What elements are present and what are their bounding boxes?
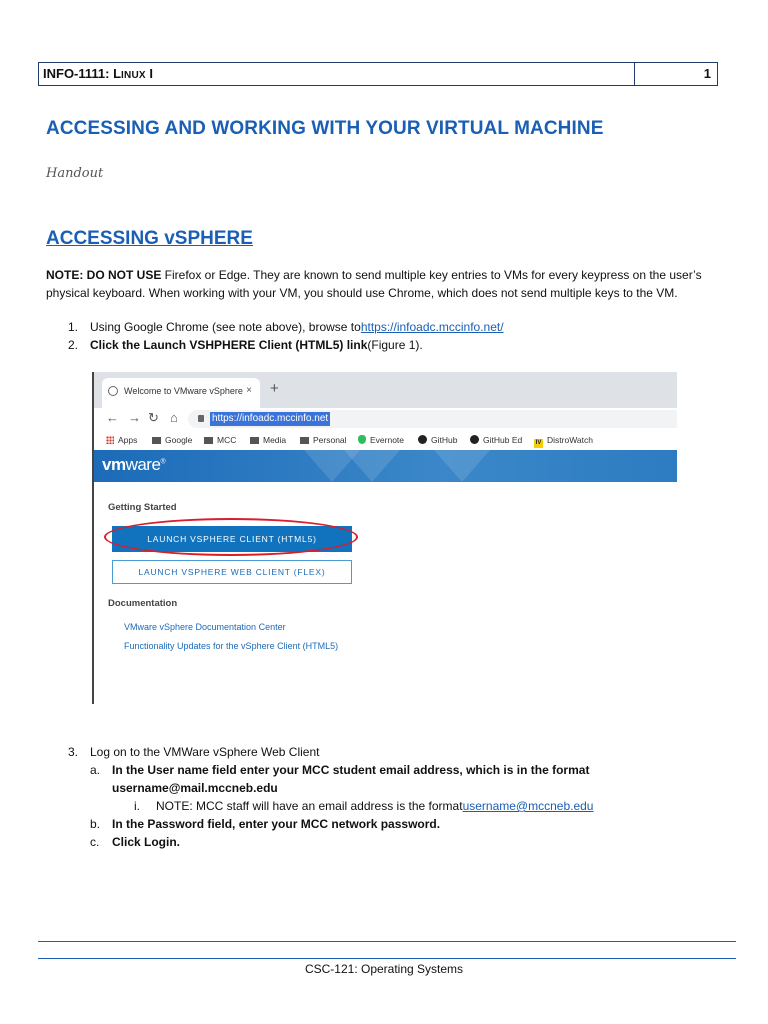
back-icon[interactable]: ← — [106, 410, 119, 425]
address-bar-row — [94, 408, 677, 430]
close-icon[interactable]: × — [246, 385, 252, 396]
browser-tab[interactable]: Welcome to VMware vSphere × — [102, 378, 260, 408]
staff-email-link[interactable]: username@mccneb.edu — [462, 799, 594, 813]
home-icon[interactable]: ⌂ — [170, 410, 178, 425]
doc-link-center[interactable]: VMware vSphere Documentation Center — [124, 622, 286, 632]
list-item: 2. Click the Launch VSHPHERE Client (HTML5) link (Figure 1). — [68, 338, 423, 352]
folder-icon — [250, 437, 259, 444]
page-number: 1 — [703, 66, 711, 81]
page-header — [38, 62, 718, 86]
github-icon — [470, 435, 479, 444]
reload-icon[interactable]: ↻ — [148, 410, 159, 425]
bookmark-mcc[interactable]: MCC — [204, 435, 236, 445]
note-paragraph: NOTE: DO NOT USE Firefox or Edge. They are known to send multiple key entries to VMs for every keypress on the user’s physical keyboard. When working with your VM, you should use Chrome, which does not send multiple keys to the VM. — [46, 268, 702, 300]
infoadc-link[interactable]: https://infoadc.mccinfo.net/ — [360, 320, 504, 334]
bookmark-personal[interactable]: Personal — [300, 435, 347, 445]
bookmark-github[interactable]: GitHub — [418, 435, 457, 445]
banner-decoration — [434, 450, 490, 482]
documentation-heading: Documentation — [108, 598, 178, 609]
page-footer: CSC-121: Operating Systems — [304, 962, 464, 976]
url-text: https://infoadc.mccinfo.net — [212, 413, 329, 424]
browser-tab-bar — [94, 372, 677, 408]
footer-rule — [38, 958, 736, 959]
launch-flex-button[interactable]: LAUNCH VSPHERE WEB CLIENT (FLEX) — [112, 560, 352, 584]
forward-icon[interactable]: → — [128, 410, 141, 425]
bookmark-github-ed[interactable]: GitHub Ed — [470, 435, 522, 445]
getting-started-heading: Getting Started — [108, 502, 177, 513]
new-tab-icon[interactable]: + — [270, 380, 279, 397]
document-title: ACCESSING AND WORKING WITH YOUR VIRTUAL MACHINE — [46, 118, 604, 139]
github-icon — [418, 435, 427, 444]
bookmark-apps[interactable]: Apps — [106, 435, 137, 445]
address-bar[interactable] — [188, 410, 677, 428]
document-subtitle: Handout — [46, 166, 104, 181]
lock-icon — [198, 415, 204, 422]
list-item-continuation: username@mail.mccneb.edu — [112, 781, 278, 795]
apps-icon — [106, 436, 114, 444]
bookmark-distrowatch[interactable]: IV DistroWatch — [535, 435, 593, 446]
folder-icon — [204, 437, 213, 444]
bookmark-evernote[interactable]: Evernote — [358, 435, 404, 445]
folder-icon — [300, 437, 309, 444]
header-course: INFO-1111: LINUX I — [39, 63, 635, 85]
list-item: 1. Using Google Chrome (see note above), browse to https://infoadc.mccinfo.net/ — [68, 320, 504, 334]
bookmark-google[interactable]: Google — [152, 435, 192, 445]
bookmarks-bar — [94, 430, 677, 450]
list-item: i. NOTE: MCC staff will have an email address is the format username@mccneb.edu — [134, 799, 594, 813]
globe-icon — [108, 386, 118, 396]
bookmark-media[interactable]: Media — [250, 435, 286, 445]
launch-html5-button[interactable]: LAUNCH VSPHERE CLIENT (HTML5) — [112, 526, 352, 552]
login-steps — [68, 743, 593, 851]
vmware-logo: vmware® — [102, 455, 166, 474]
folder-icon — [152, 437, 161, 444]
doc-link-updates[interactable]: Functionality Updates for the vSphere Client (HTML5) — [124, 641, 339, 651]
steps-list — [68, 318, 504, 354]
list-item: b. In the Password field, enter your MCC network password. — [90, 817, 441, 831]
evernote-icon — [358, 435, 366, 444]
highlight-ellipse — [104, 518, 358, 556]
banner-decoration — [344, 450, 400, 482]
distrowatch-icon: IV — [535, 440, 542, 446]
list-item: c. Click Login. — [90, 835, 181, 849]
vmware-banner — [94, 450, 677, 482]
footer-rule — [38, 941, 736, 942]
list-item: 3. Log on to the VMWare vSphere Web Client — [68, 745, 320, 759]
list-item: a. In the User name field enter your MCC student email address, which is in the format — [90, 763, 590, 777]
figure-1-screenshot — [92, 372, 677, 704]
section-heading: ACCESSING vSPHERE — [46, 228, 253, 249]
